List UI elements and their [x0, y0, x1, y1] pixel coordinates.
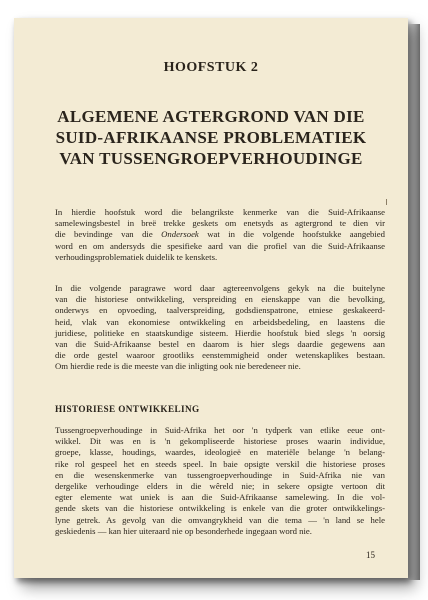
section-heading: HISTORIESE ONTWIKKELING: [55, 404, 200, 414]
italic-term: Ondersoek: [161, 229, 199, 240]
text-line: rike rol gespeel het en steeds speel. In baie opsigte verskil die historiese proses: [55, 458, 385, 469]
text-line: gende skets van die historiese ontwikkeling is enkele van die groter ontwikkelings-: [55, 503, 385, 514]
text-line: samelewingsbestel in breë trekke geskets om enetsyds as agtergrond te dien vir: [55, 218, 385, 229]
title-line: SUID-AFRIKAANSE PROBLEMATIEK: [55, 128, 367, 147]
text-line: van die historiese ontwikkeling, verspreiding en eienskappe van die bevolking,: [55, 294, 385, 305]
title-line: ALGEMENE AGTERGROND VAN DIE: [57, 107, 365, 126]
page-number: 15: [366, 550, 375, 560]
text-line: juridiese, politieke en staatskundige sisteem. Hierdie hoofstuk bied slegs 'n oorsig: [55, 327, 385, 338]
text-line: word en om andersyds die spesifieke aard van die profiel van die Suid-Afrikaanse: [55, 240, 385, 251]
text-line: In hierdie hoofstuk word die belangrikste kenmerke van die Suid-Afrikaanse: [55, 207, 385, 217]
text-line: groepe, klasse, houdings, waardes, ideologieë en materiële belange 'n belang-: [55, 447, 385, 458]
title-line: VAN TUSSENGROEPVERHOUDINGE: [59, 149, 363, 168]
text-line: Tussengroepverhoudinge in Suid-Afrika het oor 'n tydperk van etlike eeue ont-: [55, 425, 385, 435]
text-line: verhoudingsproblematiek duidelik te kenskets.: [55, 251, 218, 262]
text-line: [55, 229, 385, 240]
text-line: Om hierdie rede is die meeste van die inligting ook nie beredeneer nie.: [55, 361, 301, 372]
text-line: wikkel. Dit was en is 'n gekompliseerde historiese proses waarin individue,: [55, 436, 385, 447]
text-segment: die bevindinge van die Ondersoek wat in die volgende hoofstukke aangebied: [55, 229, 386, 240]
text-line: onderwys en opvoeding, taalverspreiding, godsdienspatrone, etniese geskakeerd-: [55, 305, 385, 316]
book-page: [14, 18, 408, 578]
text-line: geskiedenis — kan hier uiteraard nie op besonderhede ingegaan word nie.: [55, 525, 312, 536]
text-line: die orde gestel waaroor grootliks eenstemmigheid onder wetenskaplikes bestaan.: [55, 350, 385, 361]
text-line: lyne getrek. As gevolg van die omvangrykheid van die tema — 'n land se hele: [55, 514, 385, 525]
chapter-label: HOOFSTUK 2: [163, 60, 259, 75]
page-edge-shadow: [408, 24, 420, 580]
text-line: egter elemente wat uniek is aan die Suid-Afrikaanse samelewing. In die vol-: [55, 492, 385, 503]
paragraph-outline: [55, 283, 385, 373]
text-line: dergelike verhoudinge elders in die wêreld nie; in sekere opsigte vertoon dit: [55, 481, 385, 492]
text-line: van die Suid-Afrikaanse bestel en daarom is hier slegs daardie gegewens aan: [55, 339, 385, 350]
text-line: en die wesenskenmerke van tussengroepverhoudinge in Suid-Afrika nie van: [55, 469, 385, 480]
text-line: heid, vlak van ekonomiese ontwikkeling en arbeidsbedeling, en laastens die: [55, 316, 385, 327]
text-line: In die volgende paragrawe word daar agtereenvolgens gekyk na die buitelyne: [55, 283, 385, 293]
chapter-title: [34, 106, 388, 169]
margin-mark: [386, 199, 387, 205]
paragraph-intro: [55, 207, 385, 263]
paragraph-history: [55, 425, 385, 537]
